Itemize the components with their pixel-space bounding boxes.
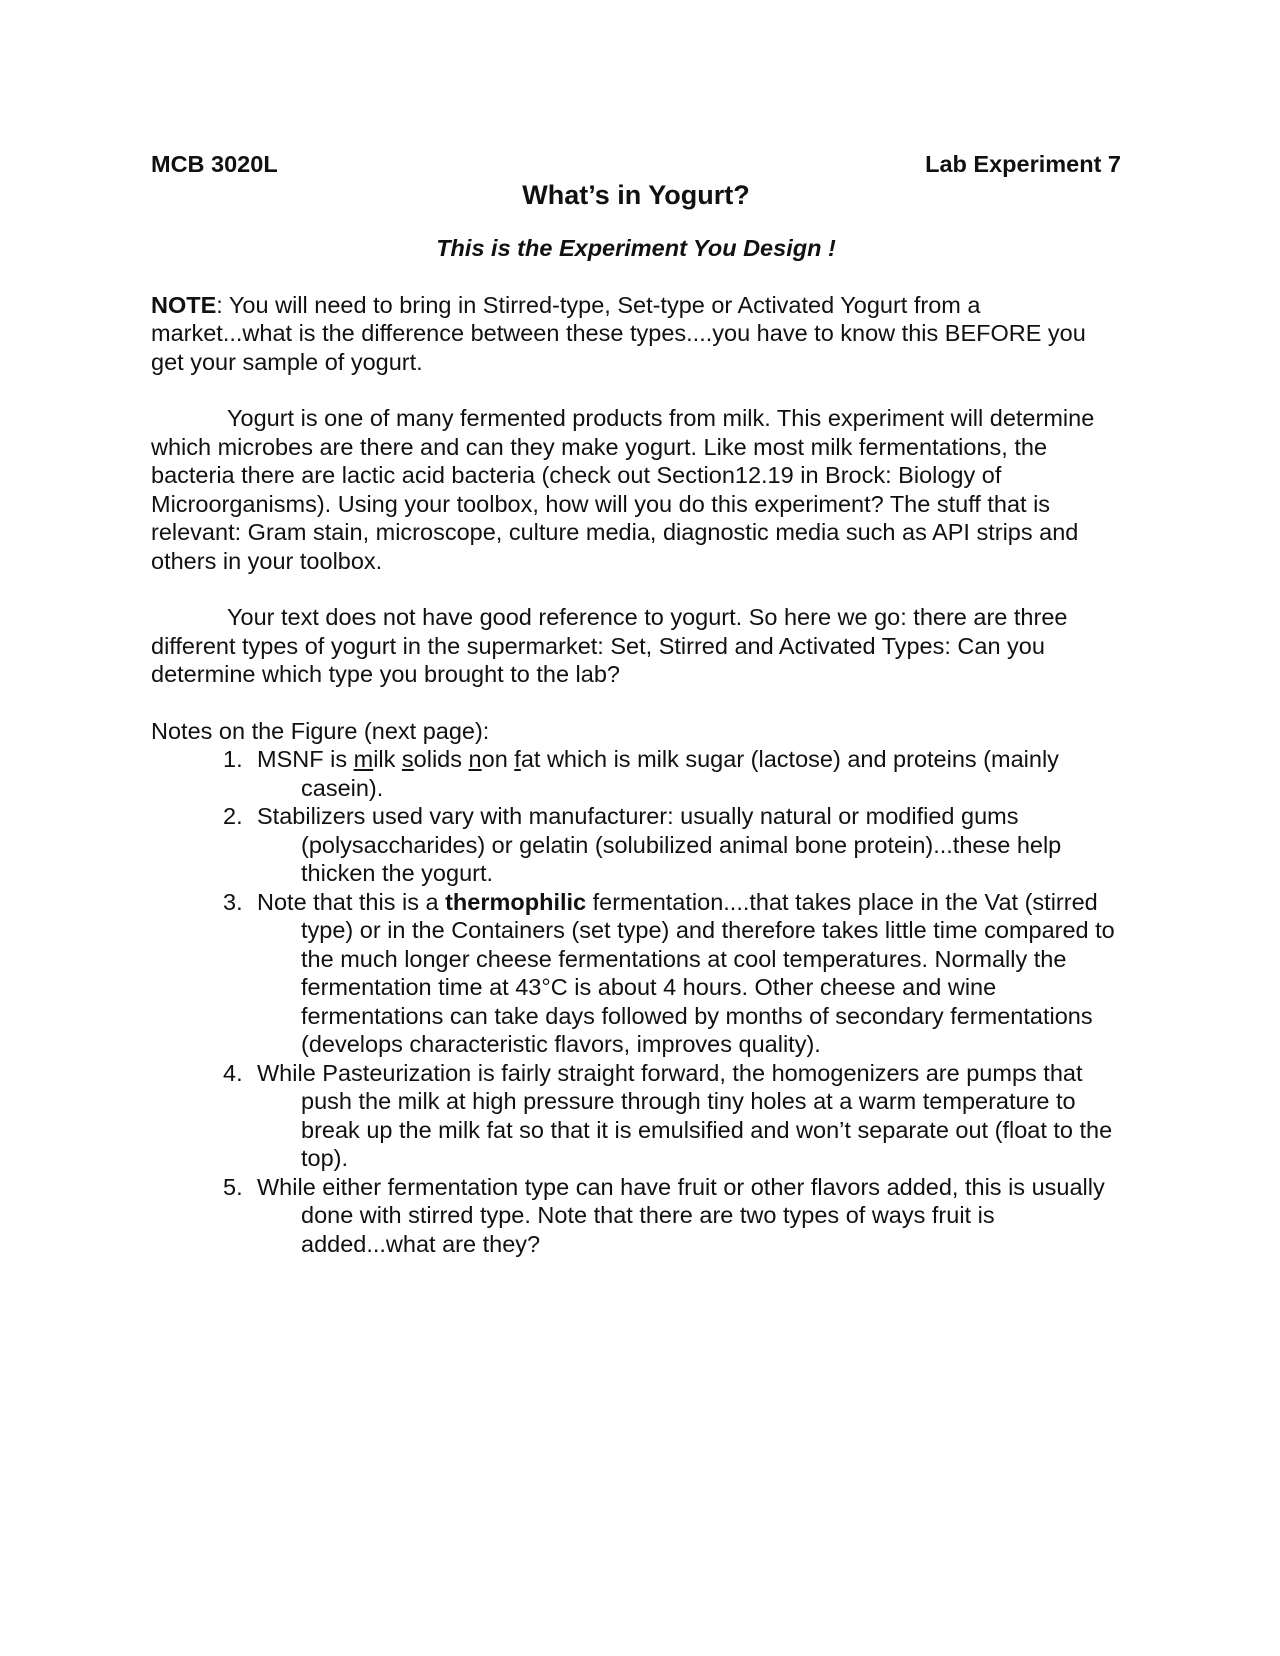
list-item-text: olids <box>413 746 469 772</box>
document-page <box>151 150 1121 1258</box>
list-item-text: Note that this is a <box>257 888 446 915</box>
document-title: What’s in Yogurt? <box>522 180 750 210</box>
document-subtitle: This is the Experiment You Design ! <box>436 235 836 261</box>
list-item-text: Stabilizers used vary with manufacturer: usually natural or modified gums (polysaccharides) or gelatin (solubilized animal bone protein)...these help thicken the yogurt. <box>257 803 1062 886</box>
list-item <box>151 1173 1121 1259</box>
list-item-text: at which is milk sugar (lactose) and proteins (mainly casein). <box>301 746 1059 801</box>
list-item-text: While either fermentation type can have fruit or other flavors added, this is usually done with stirred type. Note that there are two types of ways fruit is added...what are they? <box>257 1173 1105 1257</box>
list-item-number: 5. <box>223 1173 243 1200</box>
page-header <box>151 150 1121 178</box>
list-item <box>151 1059 1121 1173</box>
list-item-text: fermentation....that takes place in the Vat (stirred type) or in the Containers (set type) and therefore takes little time compared to the much longer cheese fermentations at cool temperatures. Normally the fermentation time at 43°C is about 4 hours. Other cheese and wine fermentations can take days followed by months of secondary fermentations (develops characteristic flavors, improves quality). <box>301 888 1115 1057</box>
list-item-text: While Pasteurization is fairly straight forward, the homogenizers are pumps that push the milk at high pressure through tiny holes at a warm temperature to break up the milk fat so that it is emulsified and won’t separate out (float to the top). <box>257 1059 1113 1171</box>
note-text: : You will need to bring in Stirred-type, Set-type or Activated Yogurt from a market...what is the difference between these types....you have to know this BEFORE you get your sample of yogurt. <box>151 291 1086 375</box>
list-item-text: MSNF is <box>257 746 354 772</box>
list-item <box>151 802 1121 888</box>
figure-notes-heading: Notes on the Figure (next page): <box>151 717 490 744</box>
underlined-letter: m <box>353 746 374 772</box>
list-item-text: ilk <box>373 746 402 772</box>
types-paragraph: Your text does not have good reference to yogurt. So here we go: there are three different types of yogurt in the supermarket: Set, Stirred and Activated Types: Can you determine which type you brought to the lab? <box>151 604 1068 687</box>
list-item-number: 2. <box>223 803 243 829</box>
underlined-letter: s <box>401 746 414 772</box>
list-item <box>151 745 1121 802</box>
intro-paragraph: Yogurt is one of many fermented products from milk. This experiment will determine which microbes are there and can they make yogurt. Like most milk fermentations, the bacteria there are lactic acid bacteria (check out Section12.19 in Brock: Biology of Microorganisms). Using your toolbox, how will you do this experiment? The stuff that is relevant: Gram stain, microscope, culture media, diagnostic media such as API strips and others in your toolbox. <box>151 405 1095 574</box>
underlined-letter: f <box>514 746 521 772</box>
note-label: NOTE <box>151 291 217 318</box>
course-code: MCB 3020L <box>151 151 278 177</box>
note-paragraph <box>151 291 1121 377</box>
underlined-letter: n <box>468 746 482 772</box>
figure-notes <box>151 717 1121 1259</box>
bold-term: thermophilic <box>445 888 587 915</box>
list-item-number: 1. <box>223 746 243 772</box>
list-item-text: on <box>481 746 515 772</box>
experiment-number: Lab Experiment 7 <box>925 151 1121 177</box>
list-item <box>151 888 1121 1059</box>
list-item-number: 4. <box>223 1059 243 1086</box>
list-item-number: 3. <box>223 888 243 915</box>
figure-notes-list <box>151 745 1121 1258</box>
